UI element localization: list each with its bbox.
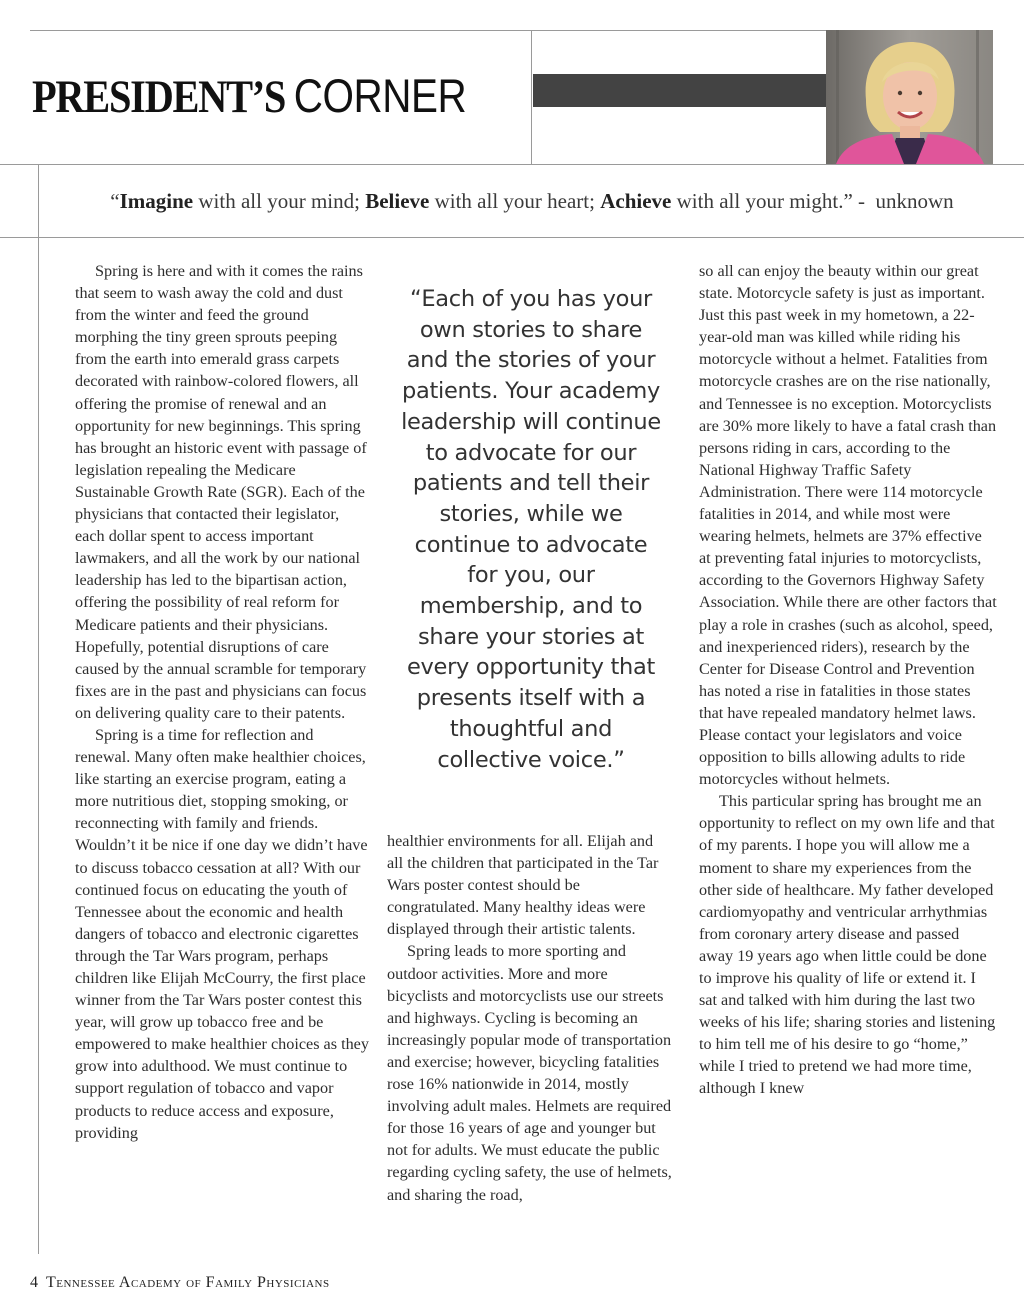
article-column-1 [75,260,370,1144]
quote-word-believe: Believe [365,188,430,213]
page-number: 4 [30,1274,38,1291]
quote-text-3: with all your might.” - unknown [671,188,954,213]
quote-open: “ [110,188,120,213]
column3-paragraph-1: so all can enjoy the beauty within our great state. Motorcycle safety is just as important. Just this past week in my hometown, a 22-year-old man was killed while riding his motorcycle without a helmet. Fatalities from motorcycle crashes are on the rise nationally, and Tennessee is no exception. Motorcyclists are 30% more likely to have a fatal crash than persons riding in cars, according to the National Highway Traffic Safety Administration. There were 114 motorcycle fatalities in 2014, and while most were wearing helmets, helmets are 37% effective at preventing fatal injuries to motorcyclists, according to the Governors Highway Safety Association. While there are other factors that play a role in crashes (such as alcohol, speed, and inexperienced riders), research by the Center for Disease Control and Prevention has noted a rise in fatalities in those states that have repealed mandatory helmet laws. Please contact your legislators and voice opposition to bills allowing adults to ride motorcycles without helmets. [699,262,997,789]
column1-paragraph-2: Spring is a time for reflection and renewal. Many often make healthier choices, like starting an exercise program, eating a more nutritious diet, stopping smoking, or reconnecting with family and friends. Wouldn’t it be nice if one day we didn’t have to discuss tobacco cessation at all? With our continued focus on educating the youth of Tennessee about the economic and health dangers of tobacco and electronic cigarettes through the Tar Wars program, perhaps children like Elijah McCourry, the first place winner from the Tar Wars poster contest this year, will grow up tobacco free and be empowered to make healthier choices as they grow into adulthood. We must continue to support regulation of tobacco and vapor products to reduce access and exposure, providing [75,725,369,1142]
quote-bottom-rule [0,237,1024,238]
page-title [32,68,466,125]
quote-text-1: with all your mind; [193,188,366,213]
title-light: CORNER [293,69,467,122]
quote-text-2: with all your heart; [429,188,601,213]
president-portrait-icon [826,30,993,164]
quote-word-achieve: Achieve [600,188,672,213]
pull-quote: “Each of you has your own stories to share and the stories of your patients. Your academy leadership will continue to advocate for our patients and tell their stories, while we continue to advocate for you, our membership, and to share your stories at every opportunity that presents itself with a thoughtful and collective voice.” [401,286,661,773]
article-column-2 [387,830,672,1206]
title-bold: PRESIDENT’S [32,71,286,123]
title-accent-bar [533,74,829,107]
column3-paragraph-2: This particular spring has brought me an opportunity to reflect on my own life and that of my parents. I hope you will allow me a moment to share my experiences from the other side of healthcare. My father developed cardiomyopathy and ventricular arrhythmias from coronary artery disease and passed away 19 years ago when little could be done to improve his quality of life or extend it. I sat and talked with him during the last two weeks of his life; sharing stories and listening to him tell me of his desire to go “home,” while I tried to pretend we had more time, although I knew [699,792,996,1098]
publication-name: Tennessee Academy of Family Physicians [46,1274,330,1291]
header-quote [40,165,1024,237]
quote-word-imagine: Imagine [119,188,194,213]
top-rule [30,30,826,31]
column2-paragraph-1: healthier environments for all. Elijah and all the children that participated in the Tar Wars poster contest should be congratulated. Many healthy ideas were displayed through their artistic talents. [387,832,659,939]
article-column-3 [699,260,997,1100]
president-portrait-photo [826,30,993,164]
header-divider-vertical [531,30,532,164]
column1-paragraph-1: Spring is here and with it comes the rains that seem to wash away the cold and dust from the winter and feed the ground morphing the tiny green sprouts peeping from the earth into emerald grass carpets decorated with rainbow-colored flowers, all offering the promise of renewal and an opportunity for new beginnings. This spring has brought an historic event with passage of legislation repealing the Medicare Sustainable Growth Rate (SGR). Each of the physicians that contacted their legislator, each dollar spent to access important lawmakers, and all the work by our national leadership has led to the bipartisan action, offering the possibility of real reform for Medicare patients and their physicians. Hopefully, potential disruptions of care caused by the annual scramble for temporary fixes are in the past and physicians can focus on delivering quality care to their patents. [75,262,367,722]
column2-paragraph-2: Spring leads to more sporting and outdoor activities. More and more bicyclists and motorcyclists use our streets and highways. Cycling is becoming an increasingly popular mode of transportation and exercise; however, bicycling fatalities rose 16% nationwide in 2014, mostly involving adult males. Helmets are required for those 16 years of age and younger but not for adults. We must educate the public regarding cycling safety, the use of helmets, and sharing the road, [387,942,672,1204]
page-footer [30,1274,330,1292]
quote-left-rule [38,164,39,1254]
